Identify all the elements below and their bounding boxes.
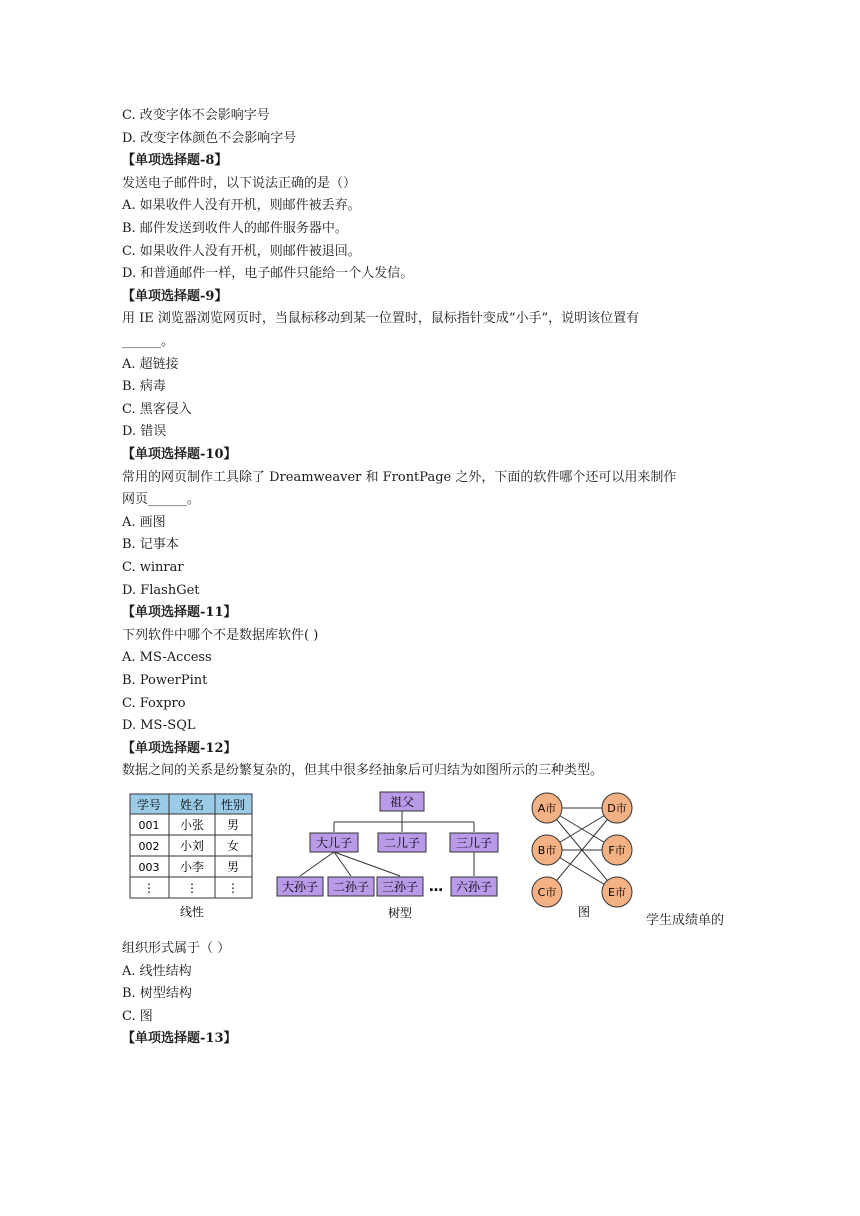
graph-node: A市 (537, 802, 557, 815)
text-line: 用 IE 浏览器浏览网页时，当鼠标移动到某一位置时，鼠标指针变成“小手”，说明该位置有 (122, 311, 640, 327)
text-line: C. winrar (122, 560, 184, 575)
tree-grandchild: 大孙子 (281, 880, 319, 894)
caption-tree: 树型 (387, 906, 413, 920)
caption-graph: 图 (577, 905, 591, 919)
text-line: 下列软件中哪个不是数据库软件( ) (122, 627, 319, 643)
text-line: B. 记事本 (122, 537, 179, 553)
table-cell: 小李 (179, 860, 205, 874)
question-heading: 【单项选择题-13】 (122, 1031, 237, 1047)
tree-grandchild: 三孙子 (381, 880, 419, 894)
text-line: ______。 (122, 334, 175, 349)
caption-linear: 线性 (179, 905, 205, 919)
table-cell: 002 (138, 840, 160, 853)
table-header-id: 学号 (136, 798, 162, 812)
text-line: A. 如果收件人没有开机，则邮件被丢弃。 (122, 198, 361, 214)
table-cell: ⋮ (186, 881, 198, 895)
tree-child: 大儿子 (315, 836, 353, 850)
question-heading: 【单项选择题-10】 (122, 447, 237, 462)
text-line: D. 和普通邮件一样，电子邮件只能给一个人发信。 (122, 266, 414, 282)
graph-node: E市 (608, 886, 626, 899)
graph-diagram (532, 793, 632, 919)
graph-node: D市 (607, 802, 627, 815)
table-cell: ⋮ (227, 881, 239, 895)
question-heading: 【单项选择题-9】 (122, 288, 228, 304)
text-line: C. 黑客侵入 (122, 401, 192, 417)
text-line: 常用的网页制作工具除了 Dreamweaver 和 FrontPage 之外，下面的软件哪个还可以用来制作 (122, 469, 677, 485)
tree-diagram (277, 792, 498, 920)
table-cell: 男 (226, 860, 240, 874)
tree-ellipsis: … (429, 879, 443, 895)
table-cell: 男 (226, 818, 240, 832)
table-cell: 小刘 (179, 839, 205, 853)
text-line: B. PowerPint (122, 673, 208, 688)
table-cell: 003 (138, 861, 160, 874)
table-header-gender: 性别 (220, 798, 246, 812)
tree-child: 二儿子 (383, 836, 421, 850)
question-heading: 【单项选择题-11】 (122, 605, 237, 621)
text-line: C. 图 (122, 1008, 153, 1024)
text-line: D. 改变字体颜色不会影响字号 (122, 130, 297, 146)
text-line: D. FlashGet (122, 582, 200, 598)
table-cell: 小张 (179, 818, 205, 832)
question-heading: 【单项选择题-12】 (122, 740, 237, 756)
text-line: A. 线性结构 (122, 963, 192, 979)
graph-node: B市 (537, 844, 557, 857)
tree-grandchild: 二孙子 (332, 880, 370, 894)
text-line: C. Foxpro (122, 695, 186, 711)
text-line: 组织形式属于（ ） (122, 941, 231, 956)
table-header-name: 姓名 (179, 798, 205, 812)
tree-grandchild: 六孙子 (455, 880, 493, 894)
data-structure-figure (122, 786, 752, 926)
text-line: D. MS-SQL (122, 718, 196, 734)
text-line: 网页______。 (122, 492, 201, 508)
table-cell: 女 (226, 839, 240, 853)
text-line: A. MS-Access (122, 650, 212, 666)
text-line: C. 改变字体不会影响字号 (122, 108, 270, 123)
text-line: B. 树型结构 (122, 986, 192, 1002)
text-line: D. 错误 (122, 424, 167, 440)
tree-child: 三儿子 (455, 836, 493, 850)
tree-root: 祖父 (389, 795, 415, 809)
text-line: A. 画图 (122, 514, 166, 530)
text-line: 发送电子邮件时，以下说法正确的是（） (122, 175, 357, 191)
linear-table (130, 794, 252, 919)
text-line: C. 如果收件人没有开机，则邮件被退回。 (122, 243, 361, 259)
text-line: A. 超链接 (122, 356, 179, 372)
figure-svg (122, 786, 752, 926)
text-line: B. 病毒 (122, 379, 166, 395)
figure-trailing-text: 学生成绩单的 (646, 913, 725, 928)
graph-node: F市 (608, 844, 626, 857)
question-heading: 【单项选择题-8】 (122, 153, 228, 169)
graph-node: C市 (537, 886, 557, 899)
text-line: 数据之间的关系是纷繁复杂的，但其中很多经抽象后可归结为如图所示的三种类型。 (122, 763, 604, 779)
text-line: B. 邮件发送到收件人的邮件服务器中。 (122, 221, 348, 236)
table-cell: ⋮ (143, 881, 155, 895)
table-cell: 001 (138, 819, 160, 832)
